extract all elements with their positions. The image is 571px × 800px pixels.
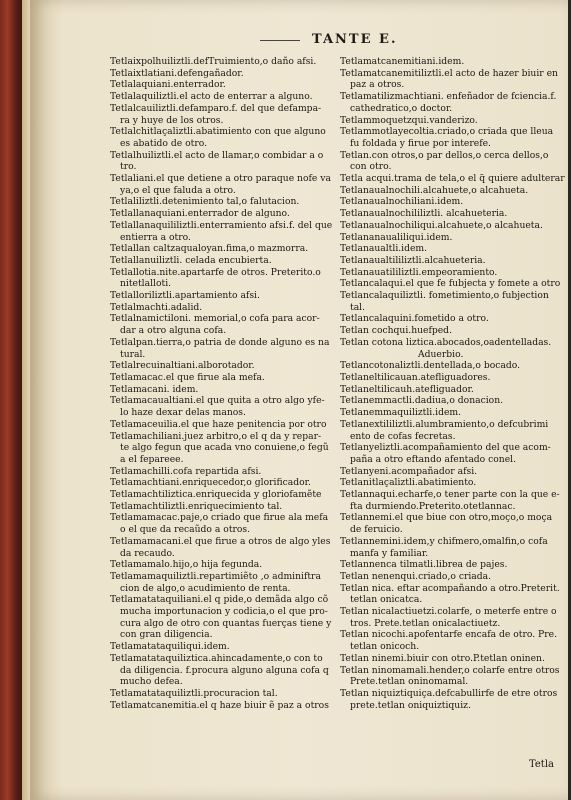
dictionary-line: dar a otro alguna cofa. <box>120 325 227 337</box>
dictionary-line: entierra a otro. <box>120 231 191 243</box>
dictionary-line: Tetlaliani.el que detiene a otro paraque nofe va <box>110 173 331 185</box>
dictionary-line: Prete.tetlan oninomamal. <box>350 676 469 688</box>
dictionary-line: Tetlan niquiztiquiça.defcabullirfe de etre otros <box>340 687 558 699</box>
dictionary-line: Tetlallanuiliztli. celada encubierta. <box>110 254 272 266</box>
dictionary-line: mucho defea. <box>120 676 183 688</box>
dictionary-line: Tetla acqui.trama de tela,o el q̃ quiere adulterar <box>340 173 565 185</box>
dictionary-line: da diligencia. f.procura alguno alguna cofa q <box>120 664 329 676</box>
dictionary-line: Tetlanauatililiztli.empeoramiento. <box>340 266 498 278</box>
dictionary-line: Tetlaixpolhuiliztli.defTruimiento,o daño afsi. <box>110 56 317 67</box>
running-head: TANTE E. <box>312 32 398 47</box>
dictionary-line: Tetlamacac.el que firue ala mefa. <box>110 371 265 383</box>
dictionary-line: prete.tetlan oniquiztiquiz. <box>350 699 471 711</box>
dictionary-line: Tetlancotonaliztli.dentellada,o bocado. <box>340 360 521 372</box>
dictionary-line: o el que da recaũdo a otros. <box>120 524 251 536</box>
dictionary-line: Tetlamatcanemitia.el q haze biuir ẽ paz a otros <box>110 699 329 711</box>
dictionary-line: Tetlamachtiani.enriquecedor,o glorificador. <box>110 477 311 489</box>
dictionary-line: Tetlalaquiliztli.el acto de enterrar a alguno. <box>110 91 313 103</box>
dictionary-line: a el fepareee. <box>120 453 184 465</box>
dictionary-line: Tetlamatataquiliztica.ahincadamente,o con to <box>110 652 323 664</box>
dictionary-line: Tetlamachtiliztica.enriquecida y gloriofamẽte <box>110 489 322 501</box>
dictionary-line: Tetlalhuiliztli.el acto de llamar,o combidar a o <box>110 149 324 161</box>
dictionary-line: Tetlamatilizmachtiani. enfeñador de fciencia.f. <box>340 91 557 103</box>
dictionary-line: Tetlannemi.el que biue con otro,moço,o moça <box>340 512 553 524</box>
dictionary-line: con otro. <box>350 161 392 173</box>
dictionary-line: Tetlannemini.idem,y chifmero,omalfin,o cofa <box>340 535 548 547</box>
dictionary-line: Tetlamatcanemitiliztli.el acto de hazer biuir en <box>340 67 558 79</box>
dictionary-line: Tetlallanaquiani.enterrador de alguno. <box>110 208 290 220</box>
dictionary-line: Aduerbio. <box>418 348 464 360</box>
dictionary-line: Tetlanitlaçaliztli.abatimiento. <box>340 477 477 489</box>
dictionary-line: Tetlanextililiztli.alumbramiento,o defcubrimi <box>340 418 549 430</box>
dictionary-line: Tetlamamaquiliztli.repartimiẽto ,o adminiftra <box>110 570 321 582</box>
header-ornament <box>260 40 300 41</box>
dictionary-line: Tetlanemmaquiliztli.idem. <box>340 407 462 419</box>
dictionary-line: Tetlallotia.nite.apartarfe de otros. Preterito.o <box>110 266 321 278</box>
dictionary-line: Tetlamachilli.cofa repartida afsi. <box>110 465 262 477</box>
book-spine <box>0 0 22 800</box>
dictionary-line: Tetlalloriliztli.apartamiento afsi. <box>110 290 260 302</box>
dictionary-page <box>30 0 568 800</box>
dictionary-line: Tetlamamalo.hijo,o hija fegunda. <box>110 559 263 571</box>
dictionary-line: Tetlamatataquiliani.el q pide,o demãda algo cõ <box>110 594 329 606</box>
dictionary-line: Tetlanaualtli.idem. <box>340 243 428 255</box>
dictionary-line: ento de cofas fecretas. <box>350 430 456 442</box>
dictionary-line: nitetlalloti. <box>120 278 172 290</box>
left-column <box>110 56 340 711</box>
dictionary-line: Tetlalaquiani.enterrador. <box>110 79 226 91</box>
dictionary-line: ra y huye de los otros. <box>120 114 224 126</box>
dictionary-line: Tetlancalaquini.fometido a otro. <box>340 313 489 325</box>
dictionary-line: es abatido de otro. <box>120 137 208 149</box>
dictionary-line: Tetlalmachti.adalid. <box>110 301 203 313</box>
dictionary-line: Tetlamacani. idem. <box>110 383 199 395</box>
dictionary-line: Tetlanaualnochili.alcahuete,o alcahueta. <box>340 184 529 196</box>
dictionary-line: Tetlamaceuilia.el que haze penitencia por otro <box>110 418 327 430</box>
dictionary-line: Tetlan ninemi.biuir con otro.P.tetlan oninen. <box>340 652 545 664</box>
dictionary-line: paña a otro eftando afentado conel. <box>350 453 517 465</box>
dictionary-line: tro. <box>120 161 137 173</box>
dictionary-line: tetlan onicatca. <box>350 594 423 606</box>
dictionary-line: Tetlanaualtililiztli.alcahueteria. <box>340 254 486 266</box>
dictionary-line: Tetlanaualnochiliani.idem. <box>340 196 464 208</box>
dictionary-line: con gran diligencia. <box>120 629 213 641</box>
dictionary-line: Tetlan cotona liztica.abocados,oadentelladas. <box>340 336 552 348</box>
dictionary-line: Tetlalrecuinaltiani.alborotador. <box>110 360 255 372</box>
dictionary-line: Tetlanaualnochililiztli. alcahueteria. <box>340 208 508 220</box>
dictionary-line: Tetlan cochqui.huefped. <box>340 325 452 337</box>
dictionary-line: ya,o el que faluda a otro. <box>120 184 236 196</box>
dictionary-line: fu foldada y firue por interefe. <box>350 137 491 149</box>
dictionary-line: Tetlanemmactli.dadiua,o donacion. <box>340 395 504 407</box>
dictionary-line: Tetlannaqui.echarfe,o tener parte con la que e- <box>340 489 560 501</box>
dictionary-line: te algo fegun que acada vno conuiene,o fegũ <box>120 442 329 454</box>
dictionary-line: Tetlan nicalactiuetzi.colarfe, o meterfe entre o <box>340 606 557 618</box>
dictionary-line: Tetlanaualnochiliqui.alcahuete,o alcahueta. <box>340 219 543 231</box>
dictionary-line: Tetlamachiliani.juez arbitro,o el q da y repar- <box>110 430 322 442</box>
dictionary-line: Tetlancalaquiliztli. fometimiento,o fubjection <box>340 290 549 302</box>
dictionary-line: Tetlaixtlatiani.defengañador. <box>110 67 244 79</box>
dictionary-line: Tetlammotlayecoltia.criado,o criada que lleua <box>340 126 554 138</box>
dictionary-line: Tetlamamacani.el que firue a otros de algo yles <box>110 535 331 547</box>
dictionary-line: lo haze dexar delas manos. <box>120 407 246 419</box>
dictionary-line: Tetlalchitlaçaliztli.abatimiento con que alguno <box>110 126 326 138</box>
dictionary-line: tros. Prete.tetlan onicalactiuetz. <box>350 617 501 629</box>
dictionary-line: cion de algo,o acudimiento de renta. <box>120 582 291 594</box>
dictionary-line: Tetlamatataquiliqui.idem. <box>110 641 230 653</box>
dictionary-line: Tetlaliliztli.detenimiento tal,o falutacion. <box>110 196 300 208</box>
dictionary-line: Tetlan nenenqui.criado,o criada. <box>340 570 492 582</box>
page-header <box>30 28 568 50</box>
dictionary-line: tal. <box>350 301 366 313</box>
dictionary-line: Tetlamatataquiliztli.procuracion tal. <box>110 687 278 699</box>
catchword: Tetla <box>529 759 554 770</box>
dictionary-line: Tetlan nicochi.apofentarfe encafa de otro. Pre. <box>340 629 557 641</box>
dictionary-line: Tetlannenca tilmatli.librea de pajes. <box>340 559 508 571</box>
dictionary-line: da recaudo. <box>120 547 175 559</box>
dictionary-line: Tetlamatcanemitiani.idem. <box>340 56 465 67</box>
dictionary-line: Tetlamamacac.paje,o criado que firue ala mefa <box>110 512 329 524</box>
dictionary-line: cura algo de otro con quantas fuerças tiene y <box>120 617 332 629</box>
dictionary-line: Tetlan nica. eftar acompañando a otro.Preterit. <box>340 582 560 594</box>
dictionary-line: mucha importunacion y codicia,o el que pro- <box>120 606 328 618</box>
dictionary-line: de feruicio. <box>350 524 403 536</box>
dictionary-line: cathedratico,o doctor. <box>350 102 453 114</box>
dictionary-line: Tetlalnamictiloni. memorial,o cofa para acor- <box>110 313 320 325</box>
dictionary-line: Tetlamacaualtiani.el que quita a otro algo yfe- <box>110 395 325 407</box>
right-column <box>340 56 566 711</box>
dictionary-line: tetlan onicoch. <box>350 641 420 653</box>
dictionary-line: Tetlanyeliztli.acompañamiento del que acom- <box>340 442 551 454</box>
dictionary-line: Tetlalcauiliztli.defamparo.f. del que defampa- <box>110 102 322 114</box>
dictionary-line: tural. <box>120 348 146 360</box>
dictionary-line: Tetlananaualiliqui.idem. <box>340 231 453 243</box>
dictionary-line: Tetlancalaqui.el que fe fubjecta y fomete a otro <box>340 278 561 290</box>
dictionary-line: Tetlaneltilicauh.atefliguador. <box>340 383 474 395</box>
dictionary-line: Tetlanyeni.acompañador afsi. <box>340 465 478 477</box>
dictionary-line: Tetlallan caltzaqualoyan.fima,o mazmorra. <box>110 243 309 255</box>
dictionary-line: Tetlammoquetzqui.vanderizo. <box>340 114 478 126</box>
dictionary-line: Tetlaneltilicauan.atefliguadores. <box>340 371 491 383</box>
dictionary-line: Tetlallanaquililiztli.enterramiento afsi.f. del que <box>110 219 333 231</box>
dictionary-line: manfa y familiar. <box>350 547 429 559</box>
dictionary-line: fta durmiendo.Preterito.otetlannac. <box>350 500 516 512</box>
dictionary-line: Tetlamachtiliztli.enriquecimiento tal. <box>110 500 283 512</box>
dictionary-line: Tetlalpan.tierra,o patria de donde alguno es na <box>110 336 330 348</box>
dictionary-line: Tetlan.con otros,o par dellos,o cerca dellos,o <box>340 149 549 161</box>
dictionary-line: paz a otros. <box>350 79 405 91</box>
dictionary-line: Tetlan ninomamali.hender,o colarfe entre otros <box>340 664 560 676</box>
